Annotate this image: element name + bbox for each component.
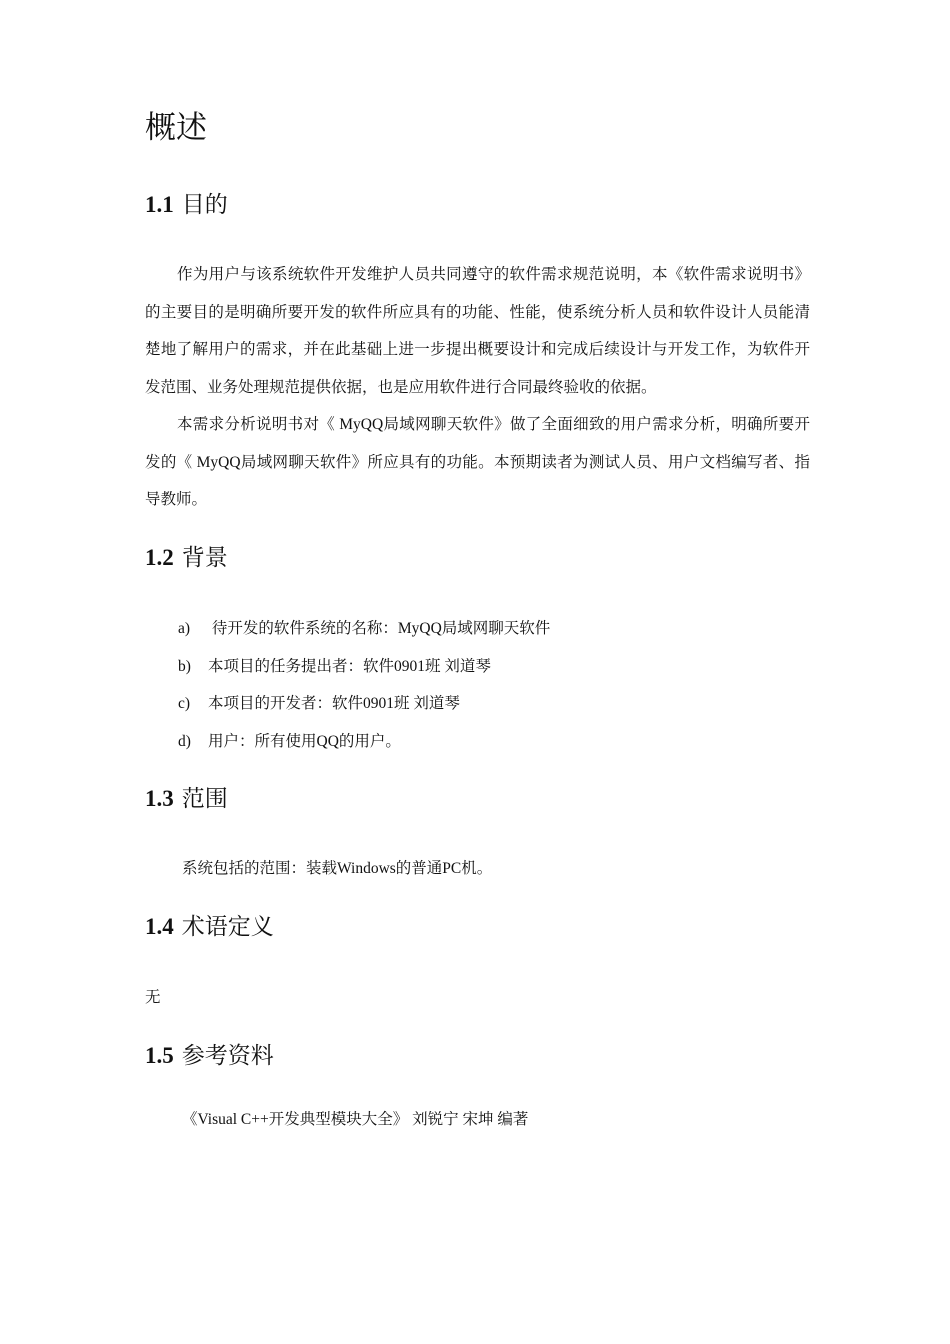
list-item [178,723,550,761]
scope-text: 系统包括的范围：装载Windows的普通PC机。 [182,860,493,877]
references-text: 《Visual C++开发典型模块大全》 刘锐宁 宋坤 编著 [182,1111,529,1128]
purpose-paragraph-2: 本需求分析说明书对《 MyQQ局域网聊天软件》做了全面细致的用户需求分析，明确所要开发的《 MyQQ局域网聊天软件》所应具有的功能。本预期读者为测试人员、用户文档编写者、指导教师。 [145,416,810,508]
section-heading-references [145,1041,274,1071]
list-item-text: 待开发的软件系统的名称：MyQQ局域网聊天软件 [208,620,551,637]
list-item-text: 用户：所有使用QQ的用户。 [208,732,401,750]
purpose-paragraph-1: 作为用户与该系统软件开发维护人员共同遵守的软件需求规范说明，本《软件需求说明书》的主要目的是明确所要开发的软件所应具有的功能、性能，使系统分析人员和软件设计人员能清楚地了解用户的需求，并在此基础上进一步提出概要设计和完成后续设计与开发工作，为软件开发范围、业务处理规范提供依据，也是应用软件进行合同最终验收的依据。 [145,266,810,396]
list-marker: d) [178,732,191,750]
section-title: 背景 [181,545,228,570]
section-number: 1.1 [145,192,174,217]
section-title: 术语定义 [181,914,274,939]
list-marker: b) [178,657,191,675]
section-title: 范围 [181,786,228,811]
section-number: 1.2 [145,545,174,570]
terms-text: 无 [145,989,161,1006]
section-number: 1.4 [145,914,174,939]
section-number: 1.3 [145,786,174,811]
section-heading-scope [145,784,228,814]
list-item-text: 本项目的开发者：软件0901班 刘道琴 [208,695,460,712]
list-marker: a) [178,620,191,637]
list-item-text: 本项目的任务提出者：软件0901班 刘道琴 [208,657,491,675]
list-item [178,685,550,723]
section-heading-terms [145,912,274,942]
section-heading-purpose [145,190,228,220]
section-title: 参考资料 [181,1043,274,1068]
section-title: 目的 [181,192,228,217]
list-item [178,648,550,686]
section-heading-background [145,543,228,573]
background-list [178,610,550,760]
list-marker: c) [178,695,191,712]
list-item [178,610,550,648]
page-title: 概述 [145,110,207,145]
section-number: 1.5 [145,1043,174,1068]
